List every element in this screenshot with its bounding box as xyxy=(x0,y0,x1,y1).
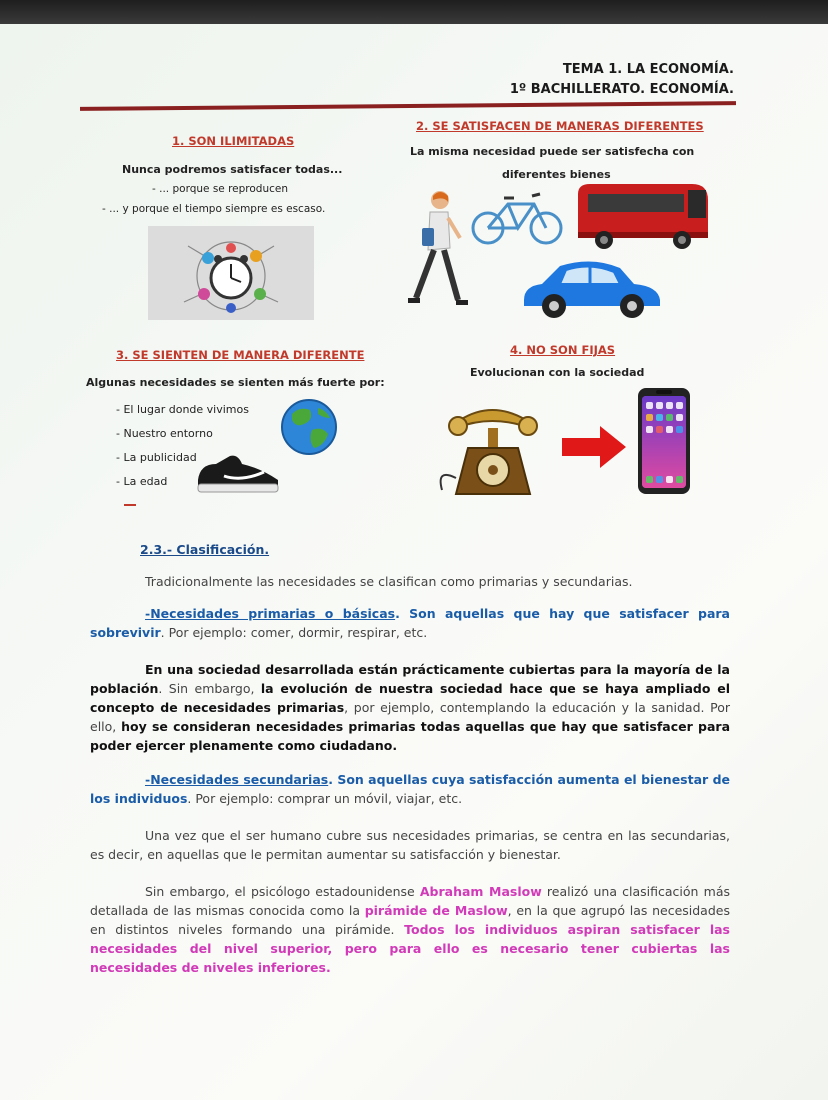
section-3-item: - El lugar donde vivimos xyxy=(116,403,249,416)
section-1-line-2: - ... porque se reproducen xyxy=(152,183,289,195)
dark-top-edge xyxy=(0,0,828,24)
example-secundarias: . Por ejemplo: comprar un móvil, viajar, etc. xyxy=(187,791,463,806)
term-piramide: pirámide de Maslow xyxy=(364,903,508,918)
red-dash xyxy=(124,504,136,506)
term-primarias: -Necesidades primarias o básicas xyxy=(145,606,396,621)
section-1-line-1: Nunca podremos satisfacer todas... xyxy=(122,163,343,176)
section-heading-text: 2.3.- Clasificación. xyxy=(140,542,270,557)
text-normal: realizó una clasificación más detallada de las mismas conocida como la xyxy=(90,884,730,918)
section-4-title: 4. NO SON FIJAS xyxy=(510,343,616,357)
text-normal: Sin embargo, el psicólogo estadounidense xyxy=(145,884,420,899)
section-3-item: - Nuestro entorno xyxy=(116,427,213,440)
name-maslow: Abraham Maslow xyxy=(419,884,542,899)
definition-primarias: . Son aquellas que hay que satisfacer para sobrevivir xyxy=(90,606,730,640)
section-3-intro: Algunas necesidades se sienten más fuerte por: xyxy=(86,376,385,389)
bus-icon xyxy=(574,180,712,252)
car-icon xyxy=(516,256,666,320)
section-3-item: - La edad xyxy=(116,475,168,488)
sneaker-icon xyxy=(194,450,282,496)
text-bold: hoy se consideran necesidades primarias todas aquellas que hay que satisfacer para poder ejercer plenamente como ciudadano. xyxy=(90,719,730,753)
bicycle-icon xyxy=(470,188,566,246)
old-telephone-icon xyxy=(430,398,554,496)
paragraph-secundarias xyxy=(90,770,730,808)
text-bold: la evolución de nuestra sociedad hace que se haya ampliado el concepto de necesidades primarias xyxy=(90,681,730,715)
paragraph-bienestar: Una vez que el ser humano cubre sus necesidades primarias, se centra en las secundarias, es decir, en aquellas que le permitan aumentar su satisfacción y bienestar. xyxy=(90,828,730,862)
paragraph-primarias xyxy=(90,604,730,642)
header-topic: TEMA 1. LA ECONOMÍA. xyxy=(562,62,734,77)
section-3-item: - La publicidad xyxy=(116,451,197,464)
header-course: 1º BACHILLERATO. ECONOMÍA. xyxy=(509,82,734,97)
paragraph-intro: Tradicionalmente las necesidades se clasifican como primarias y secundarias. xyxy=(145,574,633,589)
term-secundarias: -Necesidades secundarias xyxy=(145,772,329,787)
section-2-title: 2. SE SATISFACEN DE MANERAS DIFERENTES xyxy=(416,119,704,133)
highlight-conclusion: Todos los individuos aspiran satisfacer las necesidades del nivel superior, pero para ello es necesario tener cubiertas las necesidades de niveles inferiores. xyxy=(90,922,730,975)
globe-icon xyxy=(278,398,340,456)
paragraph-sociedad xyxy=(90,660,730,755)
section-1-line-3: - ... y porque el tiempo siempre es escaso. xyxy=(102,203,326,215)
text-bold: En una sociedad desarrollada están prácticamente cubiertas para la mayoría de la población xyxy=(90,662,730,696)
woman-walking-icon xyxy=(400,188,468,316)
section-3-title: 3. SE SIENTEN DE MANERA DIFERENTE xyxy=(116,348,365,362)
definition-secundarias: . Son aquellas cuya satisfacción aumenta el bienestar de los individuos xyxy=(90,772,730,806)
smartphone-icon xyxy=(636,386,692,496)
text-normal: , en la que agrupó las necesidades en distintos niveles formando una pirámide. xyxy=(90,903,730,937)
section-2-line-2: diferentes bienes xyxy=(502,168,611,181)
section-1-title: 1. SON ILIMITADAS xyxy=(172,134,295,148)
section-4-line-1: Evolucionan con la sociedad xyxy=(470,366,645,379)
clock-icon xyxy=(148,226,314,320)
arrow-right-icon xyxy=(562,426,628,468)
example-primarias: . Por ejemplo: comer, dormir, respirar, etc. xyxy=(160,625,428,640)
section-2-line-1: La misma necesidad puede ser satisfecha con xyxy=(410,145,695,158)
section-heading xyxy=(140,540,269,559)
text-normal: . Sin embargo, xyxy=(158,681,261,696)
text-normal: , por ejemplo, contemplando la educación y la sanidad. Por ello, xyxy=(90,700,730,734)
paragraph-maslow xyxy=(90,882,730,977)
